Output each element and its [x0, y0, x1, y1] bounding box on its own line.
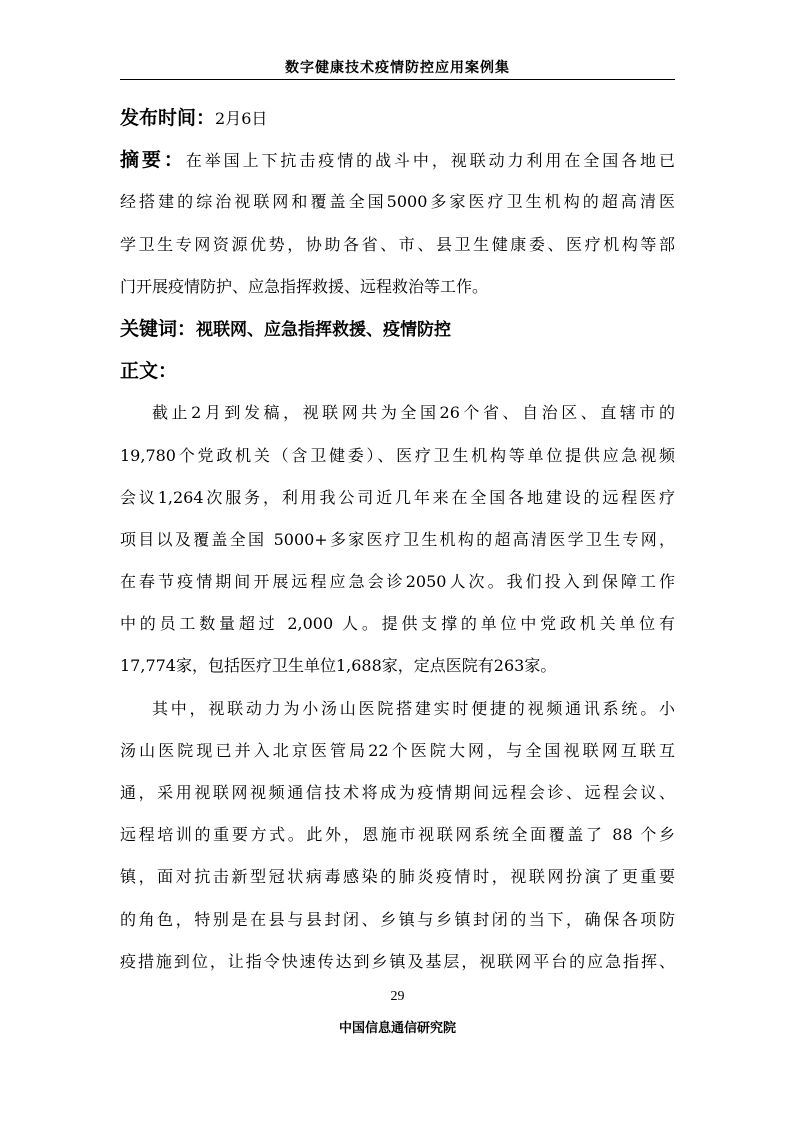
paragraph-line: 的角色，特别是在县与县封闭、乡镇与乡镇封闭的当下，确保各项防 — [120, 909, 675, 929]
body-heading-line — [120, 350, 675, 392]
abstract-line — [120, 139, 675, 181]
paragraph-line: 疫措施到位，让指令快速传达到乡镇及基层，视联网平台的应急指挥、 — [120, 951, 675, 971]
page-number: 29 — [390, 989, 405, 1004]
keywords-label: 关键词： — [120, 317, 197, 340]
publish-date-value: 2月6日 — [215, 109, 268, 128]
body-heading: 正文： — [120, 360, 178, 383]
publish-date-line — [120, 97, 675, 139]
keywords-value: 视联网、应急指挥救援、疫情防控 — [196, 319, 452, 340]
abstract-label: 摘要： — [120, 149, 186, 172]
running-header-title: 数字健康技术疫情防控应用案例集 — [285, 60, 510, 76]
abstract-line: 学卫生专网资源优势，协助各省、市、县卫生健康委、医疗机构等部 — [120, 234, 675, 254]
paragraph-line: 其中，视联动力为小汤山医院搭建实时便捷的视频通讯系统。小 — [152, 698, 675, 718]
paragraph-line: 中的员工数量超过 2,000 人。提供支撑的单位中党政机关单位有 — [120, 614, 675, 634]
header-rule — [120, 79, 675, 80]
paragraph-line: 项目以及覆盖全国 5000+多家医疗卫生机构的超高清医学卫生专网， — [120, 529, 675, 549]
paragraph-line: 截止2月到发稿，视联网共为全国26个省、自治区、直辖市的 — [152, 403, 675, 423]
abstract-line: 经搭建的综治视联网和覆盖全国5000多家医疗卫生机构的超高清医 — [120, 192, 675, 212]
paragraph-line: 19,780个党政机关（含卫健委）、医疗卫生机构等单位提供应急视频 — [120, 445, 675, 465]
paragraph-line: 通，采用视联网视频通信技术将成为疫情期间远程会诊、远程会议、 — [120, 783, 675, 802]
paragraph-line: 远程培训的重要方式。此外，恩施市视联网系统全面覆盖了 88 个乡 — [120, 825, 675, 845]
paragraph-line: 会议1,264次服务，利用我公司近几年来在全国各地建设的远程医疗 — [120, 487, 675, 507]
abstract-line: 门开展疫情防护、应急指挥救援、远程救治等工作。 — [120, 276, 489, 296]
footer-organization: 中国信息通信研究院 — [338, 1021, 456, 1036]
abstract-text: 在举国上下抗击疫情的战斗中，视联动力利用在全国各地已 — [185, 151, 675, 171]
publish-date-label: 发布时间： — [120, 107, 216, 129]
paragraph-line: 镇，面对抗击新型冠状病毒感染的肺炎疫情时，视联网扮演了更重要 — [120, 867, 675, 887]
paragraph-line: 17,774家，包括医疗卫生单位1,688家，定点医院有263家。 — [120, 656, 557, 676]
main-content — [120, 97, 675, 983]
paragraph-line: 汤山医院现已并入北京医管局22个医院大网，与全国视联网互联互 — [120, 740, 675, 760]
keywords-line — [120, 308, 675, 350]
paragraph-line: 在春节疫情期间开展远程应急会诊2050人次。我们投入到保障工作 — [120, 572, 675, 592]
